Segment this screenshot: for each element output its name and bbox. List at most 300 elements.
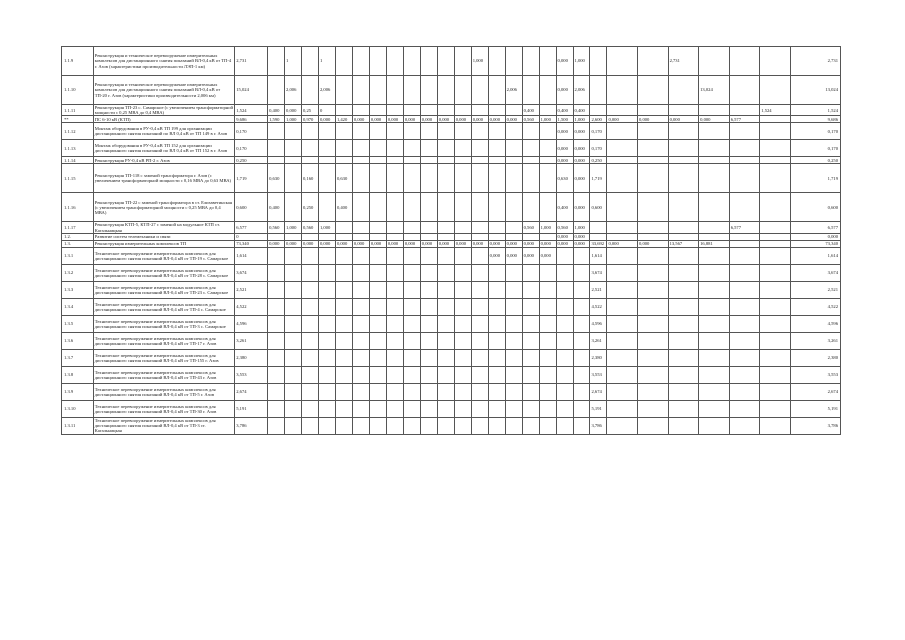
row-description-cell: Техническое перевооружение измерительных комплексов для дистанционного снятия показаний ВЛ-0,4 кВ от ТП-5 г. Азов: [93, 383, 235, 400]
value-cell: [729, 140, 760, 157]
value-cell: [638, 417, 669, 434]
value-cell: [729, 332, 760, 349]
value-cell: [285, 366, 302, 383]
value-cell: [403, 281, 420, 298]
value-cell: [638, 383, 669, 400]
value-cell: [268, 264, 285, 281]
value-cell: [386, 383, 403, 400]
value-cell: [471, 383, 488, 400]
value-cell: [302, 140, 319, 157]
value-cell: [590, 47, 607, 76]
value-cell: [285, 417, 302, 434]
value-cell: [488, 233, 505, 240]
value-cell: [386, 140, 403, 157]
value-cell: 0,000: [488, 247, 505, 264]
row-total-cell: 3,261: [790, 332, 840, 349]
value-cell: [573, 332, 590, 349]
value-cell: [268, 233, 285, 240]
value-cell: [760, 366, 791, 383]
value-cell: 4,522: [235, 298, 268, 315]
value-cell: [318, 233, 335, 240]
value-cell: [302, 366, 319, 383]
value-cell: [729, 400, 760, 417]
value-cell: [471, 222, 488, 233]
value-cell: 6,577: [729, 116, 760, 123]
value-cell: 73,340: [235, 240, 268, 247]
value-cell: [285, 193, 302, 222]
value-cell: [760, 164, 791, 193]
value-cell: [729, 164, 760, 193]
row-id-cell: 1.1.11: [62, 105, 94, 116]
value-cell: [318, 383, 335, 400]
table-row: [62, 383, 841, 400]
value-cell: [302, 76, 319, 105]
value-cell: [318, 298, 335, 315]
value-cell: 1: [285, 47, 302, 76]
table-row: [62, 105, 841, 116]
value-cell: [699, 164, 730, 193]
value-cell: [386, 349, 403, 366]
value-cell: [302, 47, 319, 76]
row-description-cell: Техническое перевооружение измерительных комплексов для дистанционного снятия показаний ВЛ-0,4 кВ от ТП-19 с. Самарское: [93, 247, 235, 264]
value-cell: [505, 193, 522, 222]
value-cell: [471, 400, 488, 417]
value-cell: [335, 349, 352, 366]
row-description-cell: Техническое перевооружение измерительных комплексов для дистанционного снятия показаний ВЛ-0,4 кВ от ТП-17 г. Азов: [93, 332, 235, 349]
value-cell: [471, 193, 488, 222]
value-cell: 6,577: [235, 222, 268, 233]
value-cell: 0,000: [437, 240, 454, 247]
row-id-cell: 1.3.6: [62, 332, 94, 349]
value-cell: 1,000: [471, 47, 488, 76]
value-cell: [760, 298, 791, 315]
value-cell: [318, 315, 335, 332]
row-id-cell: 1.3.5: [62, 315, 94, 332]
value-cell: [420, 315, 437, 332]
value-cell: [699, 264, 730, 281]
value-cell: [369, 315, 386, 332]
value-cell: 33,692: [590, 240, 607, 247]
value-cell: [302, 298, 319, 315]
value-cell: [573, 383, 590, 400]
value-cell: [352, 76, 369, 105]
value-cell: [420, 105, 437, 116]
value-cell: 0,000: [505, 247, 522, 264]
value-cell: 1: [318, 47, 335, 76]
value-cell: 0,000: [386, 240, 403, 247]
value-cell: 0,000: [573, 123, 590, 140]
value-cell: [454, 123, 471, 140]
value-cell: [302, 123, 319, 140]
value-cell: 0,000: [699, 116, 730, 123]
value-cell: [638, 281, 669, 298]
value-cell: [505, 315, 522, 332]
row-id-cell: 1.3.: [62, 240, 94, 247]
value-cell: 2,521: [235, 281, 268, 298]
value-cell: [539, 264, 556, 281]
value-cell: [488, 400, 505, 417]
value-cell: [335, 383, 352, 400]
value-cell: 3,674: [235, 264, 268, 281]
value-cell: [369, 298, 386, 315]
value-cell: [318, 140, 335, 157]
value-cell: [729, 247, 760, 264]
value-cell: [369, 349, 386, 366]
value-cell: 0,250: [235, 157, 268, 164]
value-cell: [335, 222, 352, 233]
value-cell: 0,000: [607, 116, 638, 123]
row-total-cell: 73,340: [790, 240, 840, 247]
value-cell: [369, 47, 386, 76]
value-cell: 0,170: [235, 123, 268, 140]
value-cell: 0,000: [403, 240, 420, 247]
value-cell: [386, 47, 403, 76]
row-id-cell: 1.1.14: [62, 157, 94, 164]
value-cell: [268, 157, 285, 164]
value-cell: 0,000: [573, 157, 590, 164]
value-cell: [454, 105, 471, 116]
value-cell: 0,560: [556, 222, 573, 233]
value-cell: [437, 264, 454, 281]
value-cell: [556, 383, 573, 400]
value-cell: [699, 222, 730, 233]
row-description-cell: Техническое перевооружение измерительных комплексов для дистанционного снятия показаний ВЛ-0,4 кВ от ТП-28 с. Самарское: [93, 264, 235, 281]
value-cell: 2,380: [590, 349, 607, 366]
value-cell: [335, 281, 352, 298]
value-cell: [505, 332, 522, 349]
value-cell: [488, 123, 505, 140]
value-cell: [352, 298, 369, 315]
value-cell: 0,400: [335, 193, 352, 222]
row-total-cell: 2,731: [790, 47, 840, 76]
value-cell: [522, 281, 539, 298]
value-cell: [699, 332, 730, 349]
value-cell: [488, 164, 505, 193]
value-cell: [590, 76, 607, 105]
value-cell: [760, 233, 791, 240]
value-cell: [369, 233, 386, 240]
value-cell: [760, 281, 791, 298]
value-cell: [318, 247, 335, 264]
value-cell: 0,970: [302, 116, 319, 123]
row-description-cell: Техническое перевооружение измерительных комплексов для дистанционного снятия показаний ВЛ-0,4 кВ от ТП-155 г. Азов: [93, 349, 235, 366]
value-cell: [437, 157, 454, 164]
value-cell: [760, 222, 791, 233]
value-cell: 0,000: [369, 240, 386, 247]
value-cell: [420, 222, 437, 233]
value-cell: 0,000: [369, 116, 386, 123]
value-cell: 0,400: [556, 193, 573, 222]
value-cell: [471, 349, 488, 366]
value-cell: [522, 332, 539, 349]
value-cell: 2,006: [505, 76, 522, 105]
value-cell: 0,000: [556, 123, 573, 140]
value-cell: [760, 116, 791, 123]
value-cell: [760, 47, 791, 76]
value-cell: 5,191: [235, 400, 268, 417]
value-cell: 0,000: [573, 240, 590, 247]
value-cell: [454, 76, 471, 105]
table-row: [62, 298, 841, 315]
value-cell: [437, 140, 454, 157]
value-cell: [403, 332, 420, 349]
value-cell: 3,786: [590, 417, 607, 434]
value-cell: [318, 281, 335, 298]
value-cell: [318, 123, 335, 140]
value-cell: [556, 281, 573, 298]
value-cell: [607, 417, 638, 434]
value-cell: [386, 366, 403, 383]
value-cell: [352, 233, 369, 240]
value-cell: 13,024: [699, 76, 730, 105]
value-cell: [403, 298, 420, 315]
value-cell: [760, 123, 791, 140]
value-cell: [386, 164, 403, 193]
value-cell: [607, 400, 638, 417]
value-cell: [268, 417, 285, 434]
value-cell: 0,000: [573, 140, 590, 157]
value-cell: [420, 76, 437, 105]
value-cell: [522, 193, 539, 222]
value-cell: [403, 349, 420, 366]
value-cell: [638, 400, 669, 417]
value-cell: 15,024: [235, 76, 268, 105]
row-description-cell: Реконструкция ТП-22 с заменой трансформатора в ст. Елизаветинская (с увеличением трансформаторной мощности с 0,25 МВА до 0,4 МВА): [93, 193, 235, 222]
value-cell: [471, 157, 488, 164]
row-total-cell: 2,521: [790, 281, 840, 298]
row-description-cell: Техническое перевооружение измерительных комплексов для дистанционного снятия показаний ВЛ-0,4 кВ от ТП-3 с. Самарское: [93, 315, 235, 332]
value-cell: [420, 123, 437, 140]
value-cell: [403, 47, 420, 76]
value-cell: 0,000: [437, 116, 454, 123]
value-cell: 1,000: [539, 222, 556, 233]
value-cell: [335, 417, 352, 434]
value-cell: [386, 233, 403, 240]
value-cell: [556, 315, 573, 332]
value-cell: [638, 315, 669, 332]
value-cell: 0,000: [302, 240, 319, 247]
row-description-cell: Техническое перевооружение измерительных комплексов для дистанционного снятия показаний ВЛ-0,4 кВ от ТП-23 с. Самарское: [93, 281, 235, 298]
value-cell: 0,000: [539, 240, 556, 247]
value-cell: [539, 366, 556, 383]
value-cell: [556, 264, 573, 281]
value-cell: [760, 417, 791, 434]
value-cell: 4,596: [590, 315, 607, 332]
value-cell: [638, 157, 669, 164]
value-cell: [607, 383, 638, 400]
value-cell: 6,577: [729, 222, 760, 233]
value-cell: 0,630: [556, 164, 573, 193]
value-cell: 3,553: [590, 366, 607, 383]
value-cell: 0,000: [573, 233, 590, 240]
value-cell: [352, 193, 369, 222]
value-cell: 0,250: [590, 157, 607, 164]
value-cell: [454, 281, 471, 298]
value-cell: [699, 400, 730, 417]
value-cell: [420, 157, 437, 164]
value-cell: [607, 140, 638, 157]
value-cell: [318, 157, 335, 164]
value-cell: [403, 383, 420, 400]
value-cell: [369, 264, 386, 281]
value-cell: [454, 417, 471, 434]
value-cell: 1,000: [573, 47, 590, 76]
value-cell: [285, 164, 302, 193]
value-cell: [668, 123, 699, 140]
value-cell: [268, 400, 285, 417]
value-cell: [420, 193, 437, 222]
table-row: [62, 222, 841, 233]
row-description-cell: ПС 6-10 кВ (КТП): [93, 116, 235, 123]
value-cell: [285, 383, 302, 400]
value-cell: [760, 157, 791, 164]
value-cell: 0,000: [403, 116, 420, 123]
value-cell: [369, 140, 386, 157]
value-cell: [369, 157, 386, 164]
table-row: [62, 417, 841, 434]
value-cell: [488, 76, 505, 105]
value-cell: [699, 383, 730, 400]
value-cell: 4,596: [235, 315, 268, 332]
value-cell: [420, 366, 437, 383]
value-cell: [522, 298, 539, 315]
value-cell: [638, 76, 669, 105]
row-total-cell: 0,170: [790, 140, 840, 157]
value-cell: [302, 349, 319, 366]
value-cell: 16,881: [699, 240, 730, 247]
value-cell: [505, 157, 522, 164]
value-cell: 0,000: [318, 116, 335, 123]
row-id-cell: 1.3.2: [62, 264, 94, 281]
value-cell: [607, 193, 638, 222]
value-cell: [522, 264, 539, 281]
value-cell: [607, 281, 638, 298]
value-cell: 1,719: [235, 164, 268, 193]
table-row: [62, 123, 841, 140]
row-id-cell: 1.3.1: [62, 247, 94, 264]
value-cell: [285, 315, 302, 332]
value-cell: [638, 233, 669, 240]
value-cell: [318, 332, 335, 349]
table-row: [62, 332, 841, 349]
value-cell: [285, 247, 302, 264]
value-cell: [403, 140, 420, 157]
table-row: [62, 157, 841, 164]
table-row: [62, 193, 841, 222]
value-cell: [454, 222, 471, 233]
value-cell: [539, 383, 556, 400]
value-cell: [638, 264, 669, 281]
value-cell: [638, 247, 669, 264]
value-cell: [386, 222, 403, 233]
value-cell: [539, 298, 556, 315]
value-cell: [729, 315, 760, 332]
value-cell: [386, 400, 403, 417]
value-cell: [505, 140, 522, 157]
value-cell: [505, 298, 522, 315]
value-cell: [420, 383, 437, 400]
value-cell: [729, 264, 760, 281]
value-cell: [437, 105, 454, 116]
value-cell: [471, 76, 488, 105]
value-cell: [403, 123, 420, 140]
value-cell: [488, 298, 505, 315]
value-cell: [471, 140, 488, 157]
value-cell: [729, 366, 760, 383]
value-cell: [607, 315, 638, 332]
value-cell: [760, 383, 791, 400]
value-cell: [699, 193, 730, 222]
value-cell: [302, 157, 319, 164]
value-cell: [268, 366, 285, 383]
value-cell: [318, 264, 335, 281]
value-cell: [699, 417, 730, 434]
value-cell: [369, 222, 386, 233]
value-cell: 2,006: [285, 76, 302, 105]
value-cell: 0,560: [522, 222, 539, 233]
row-total-cell: 4,596: [790, 315, 840, 332]
row-id-cell: 1.1.10: [62, 76, 94, 105]
value-cell: [335, 400, 352, 417]
value-cell: 0,000: [556, 47, 573, 76]
value-cell: [369, 123, 386, 140]
value-cell: [403, 366, 420, 383]
value-cell: [760, 247, 791, 264]
value-cell: 0,000: [573, 164, 590, 193]
row-id-cell: 1.3.7: [62, 349, 94, 366]
row-total-cell: 3,553: [790, 366, 840, 383]
value-cell: [488, 140, 505, 157]
value-cell: [699, 140, 730, 157]
value-cell: [335, 47, 352, 76]
value-cell: [729, 417, 760, 434]
value-cell: [454, 157, 471, 164]
value-cell: [522, 47, 539, 76]
row-description-cell: Монтаж оборудования в РУ-0,4 кВ ТП 199 для организации дистанционного снятия показаний по ВЛ 0,4 кВ от ТП 149 в г. Азов: [93, 123, 235, 140]
value-cell: [668, 332, 699, 349]
value-cell: [760, 264, 791, 281]
value-cell: 1,524: [760, 105, 791, 116]
value-cell: [522, 164, 539, 193]
value-cell: [522, 157, 539, 164]
value-cell: [760, 400, 791, 417]
value-cell: [454, 366, 471, 383]
value-cell: [539, 164, 556, 193]
row-id-cell: 1.1.15: [62, 164, 94, 193]
value-cell: [420, 417, 437, 434]
value-cell: [488, 315, 505, 332]
value-cell: 1,000: [573, 116, 590, 123]
value-cell: [668, 349, 699, 366]
value-cell: 0,000: [638, 116, 669, 123]
value-cell: 2,600: [590, 116, 607, 123]
value-cell: [638, 193, 669, 222]
value-cell: [539, 105, 556, 116]
value-cell: [420, 233, 437, 240]
value-cell: [668, 383, 699, 400]
row-id-cell: 1.2.: [62, 233, 94, 240]
value-cell: [556, 247, 573, 264]
value-cell: 1,590: [268, 116, 285, 123]
value-cell: [454, 247, 471, 264]
value-cell: [403, 164, 420, 193]
value-cell: [488, 349, 505, 366]
value-cell: 0,000: [335, 240, 352, 247]
value-cell: [335, 332, 352, 349]
value-cell: [699, 366, 730, 383]
value-cell: [488, 193, 505, 222]
value-cell: [454, 193, 471, 222]
